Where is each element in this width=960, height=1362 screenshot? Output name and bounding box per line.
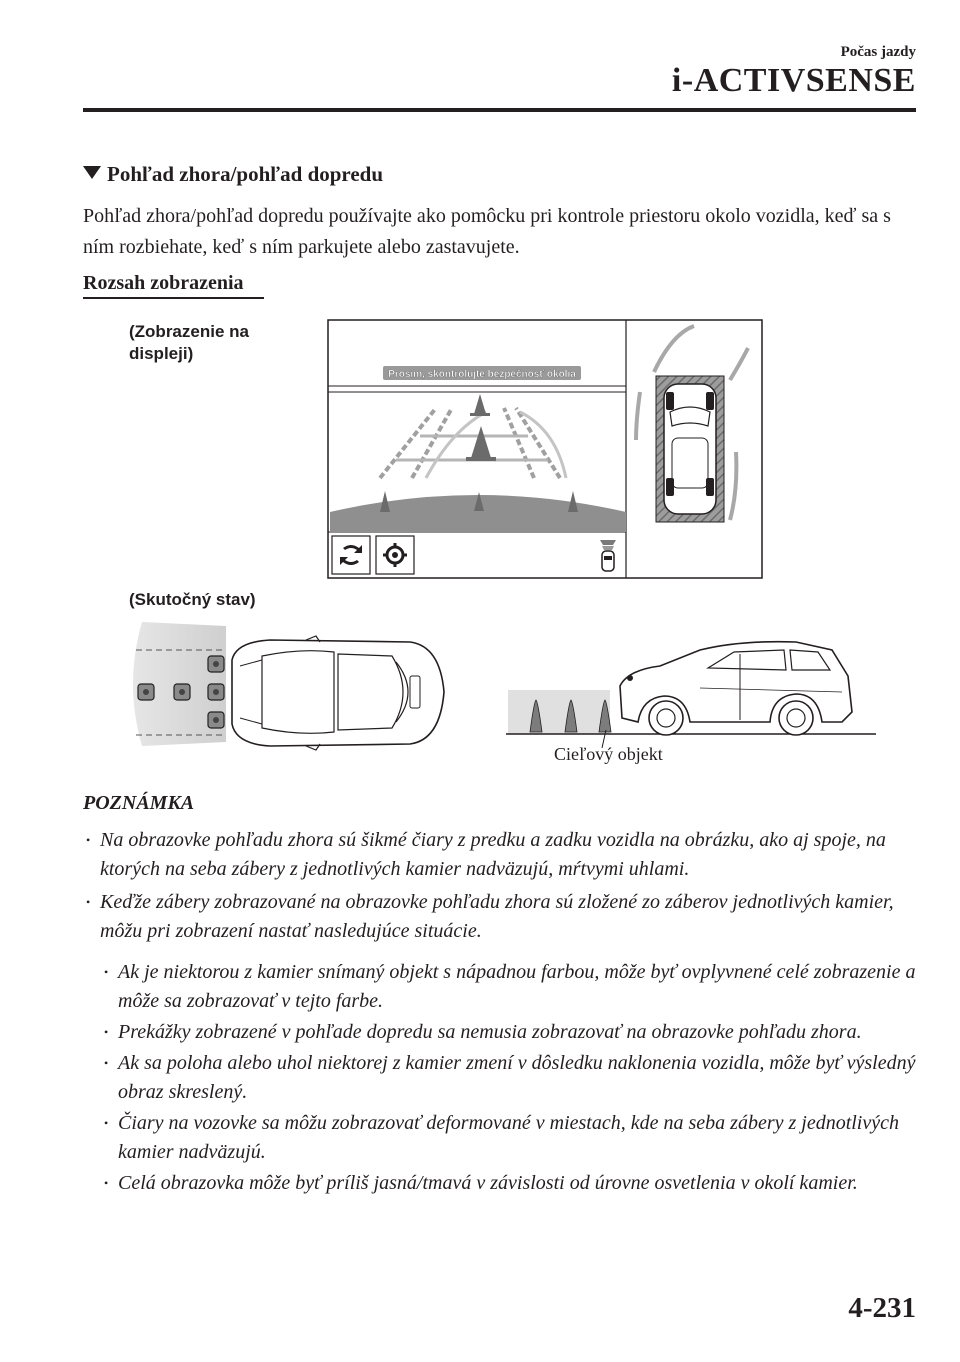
target-object-caption: Cieľový objekt xyxy=(554,744,663,764)
note-list xyxy=(83,826,918,1200)
subheading: Rozsah zobrazenia xyxy=(83,272,244,294)
note-subitem: • Ak je niektorou z kamier snímaný objekt s nápadnou farbou, môže byť ovplyvnené celé zobrazenie a môže sa zobrazovať v tejto farbe. xyxy=(101,958,918,1016)
page-number: 4-231 xyxy=(848,1292,916,1324)
display-label: (Zobrazenie na displeji) xyxy=(129,322,249,363)
note-subitem: • Čiary na vozovke sa môžu zobrazovať deformované v miestach, kde na seba zábery z jednotlivých kamier nadväzujú. xyxy=(101,1109,918,1167)
chapter-header: Počas jazdy xyxy=(840,44,916,60)
section-title-text: Pohľad zhora/pohľad dopredu xyxy=(107,162,384,186)
actual-top-view xyxy=(133,622,444,750)
note-subitem: • Prekážky zobrazené v pohľade dopredu sa nemusia zobrazovať na obrazovke pohľadu zhora. xyxy=(101,1018,918,1047)
intro-paragraph: Pohľad zhora/pohľad dopredu používajte ako pomôcku pri kontrole priestoru okolo vozidla, keď sa s ním rozbiehate, keď s ním parkujete alebo zastavujete. xyxy=(83,205,891,258)
banner-text: Prosím, skontrolujte bezpečnosť okolia xyxy=(388,369,576,380)
actual-state-label: (Skutočný stav) xyxy=(129,590,256,609)
section-header: i-ACTIVSENSE xyxy=(671,62,916,99)
note-sublist xyxy=(83,958,918,1198)
note-subitem: • Celá obrazovka môže byť príliš jasná/tmavá v závislosti od úrovne osvetlenia v okolí kamier. xyxy=(101,1169,918,1198)
note-item: • Na obrazovke pohľadu zhora sú šikmé čiary z predku a zadku vozidla na obrázku, ako aj spoje, na ktorých na seba zábery z jednotlivých kamier nadväzujú, mŕtvymi uhlami. xyxy=(83,826,918,884)
note-title: POZNÁMKA xyxy=(83,792,195,814)
view-switch-icon xyxy=(332,536,370,574)
note-item: • Keďže zábery zobrazované na obrazovke pohľadu zhora sú zložené zo záberov jednotlivých kamier, môžu pri zobrazení nastať nasledujúce situácie. xyxy=(83,888,918,946)
note-subitem: • Ak sa poloha alebo uhol niektorej z kamier zmení v dôsledku naklonenia vozidla, môže byť výsledný obraz skreslený. xyxy=(101,1049,918,1107)
actual-side-view xyxy=(506,642,876,748)
warning-banner xyxy=(383,366,581,380)
